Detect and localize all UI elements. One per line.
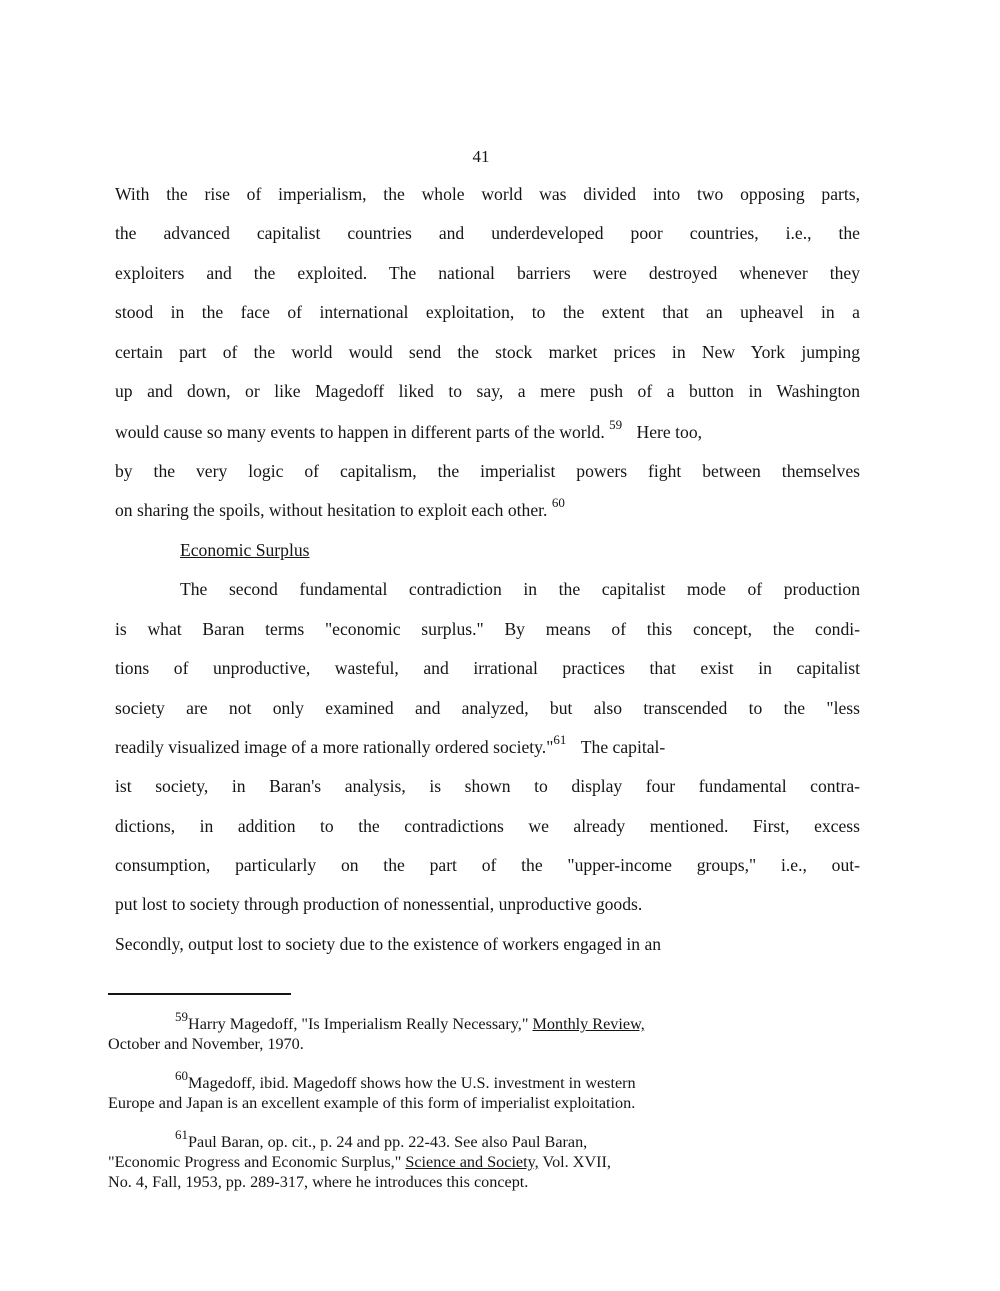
body-line [115, 417, 860, 443]
body-line: The second fundamental contradiction in the capitalist mode of production [180, 579, 860, 599]
footnote-text: Paul Baran, op. cit., p. 24 and pp. 22-43. See also Paul Baran, [188, 1133, 588, 1151]
body-line [115, 495, 860, 521]
footnote-line [175, 1127, 838, 1152]
footnote-rule [108, 993, 291, 995]
footnote-line: No. 4, Fall, 1953, pp. 289-317, where he introduces this concept. [108, 1173, 529, 1191]
footnote-number: 59 [175, 1009, 188, 1024]
journal-title: Science and Society, [405, 1153, 539, 1171]
body-line: Secondly, output lost to society due to the existence of workers engaged in an [115, 934, 662, 954]
footnote-text: Magedoff, ibid. Magedoff shows how the U.S. investment in western [188, 1074, 636, 1092]
body-text-span: on sharing the spoils, without hesitation to exploit each other. [115, 500, 548, 520]
body-line [115, 732, 860, 758]
footnote-ref-59: 59 [609, 417, 623, 432]
section-heading: Economic Surplus [180, 540, 310, 560]
body-line: up and down, or like Magedoff liked to say, a mere push of a button in Washington [115, 381, 860, 401]
footnote-line [175, 1068, 838, 1093]
journal-title: Monthly Review, [532, 1015, 645, 1033]
footnote-number: 61 [175, 1127, 188, 1142]
footnote-ref-60: 60 [551, 495, 565, 510]
body-line: society are not only examined and analyzed, but also transcended to the "less [115, 698, 860, 718]
body-text-span: readily visualized image of a more rationally ordered society." [115, 737, 554, 757]
page-number: 41 [472, 147, 490, 166]
footnote-line [175, 1009, 838, 1034]
body-line: tions of unproductive, wasteful, and irrational practices that exist in capitalist [115, 658, 860, 678]
body-line: by the very logic of capitalism, the imperialist powers fight between themselves [115, 461, 860, 481]
body-line: consumption, particularly on the part of the "upper-income groups," i.e., out- [115, 855, 860, 875]
footnote-text: Vol. XVII, [542, 1153, 611, 1171]
body-line: dictions, in addition to the contradictions we already mentioned. First, excess [115, 816, 860, 836]
body-text-span: The capital- [580, 737, 666, 757]
footnote-text: "Economic Progress and Economic Surplus," [108, 1153, 402, 1171]
body-line: put lost to society through production of nonessential, unproductive goods. [115, 894, 643, 914]
footnote-ref-61: 61 [553, 732, 567, 747]
body-line: stood in the face of international exploitation, to the extent that an upheavel in a [115, 302, 860, 322]
body-line: With the rise of imperialism, the whole world was divided into two opposing parts, [115, 184, 860, 204]
body-line: the advanced capitalist countries and underdeveloped poor countries, i.e., the [115, 223, 860, 243]
body-line: is what Baran terms "economic surplus." By means of this concept, the condi- [115, 619, 860, 639]
body-text-span: Here too, [636, 422, 703, 442]
footnote-line [108, 1152, 838, 1172]
body-line: ist society, in Baran's analysis, is shown to display four fundamental contra- [115, 776, 860, 796]
footnote-line: October and November, 1970. [108, 1035, 304, 1053]
footnote-line: Europe and Japan is an excellent example of this form of imperialist exploitation. [108, 1094, 636, 1112]
footnote-number: 60 [175, 1068, 188, 1083]
footnote-text: Harry Magedoff, "Is Imperialism Really Necessary," [188, 1015, 529, 1033]
body-line: exploiters and the exploited. The national barriers were destroyed whenever they [115, 263, 860, 283]
body-text-span: would cause so many events to happen in different parts of the world. [115, 422, 605, 442]
body-line: certain part of the world would send the stock market prices in New York jumping [115, 342, 860, 362]
